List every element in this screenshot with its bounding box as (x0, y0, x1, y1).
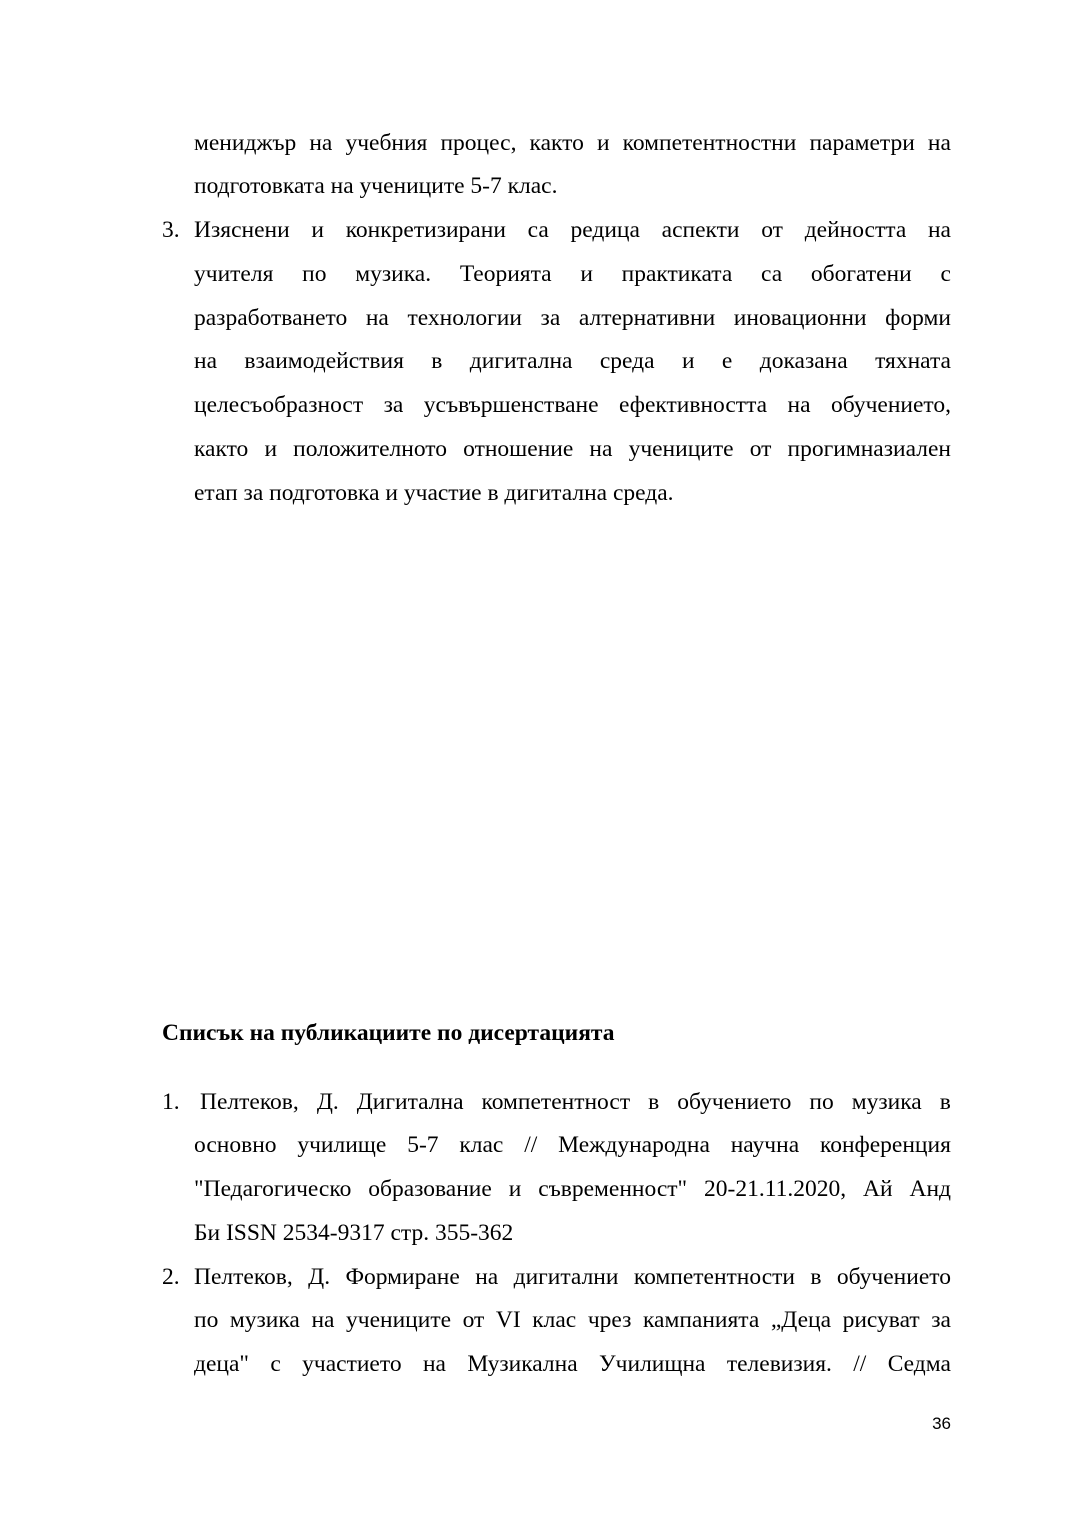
word: и (681, 348, 695, 374)
word: положителното (293, 436, 448, 462)
page-number: 36 (932, 1414, 951, 1433)
word: // (853, 1351, 867, 1377)
word: процес, (440, 130, 517, 156)
word: научна (730, 1132, 800, 1158)
word: учебния (345, 130, 428, 156)
word: в (648, 1089, 660, 1115)
word: образование (368, 1176, 492, 1202)
word: учителя (194, 261, 274, 287)
word: параметри (809, 130, 915, 156)
conclusion-3-line-6 (194, 434, 951, 464)
word: учениците (628, 436, 734, 462)
publication-1-line-2 (194, 1130, 951, 1160)
conclusion-3-line-7: етап за подготовка и участие в дигитална среда. (194, 480, 674, 506)
word: за (383, 392, 404, 418)
word: алтернативни (578, 305, 716, 331)
word: конкретизирани (345, 217, 506, 243)
word: на (589, 436, 613, 462)
word: основно (194, 1132, 277, 1158)
word: Училищна (599, 1351, 706, 1377)
word: музика (229, 1307, 300, 1333)
word: форми (885, 305, 951, 331)
publication-1-line-4: Би ISSN 2534-9317 стр. 355-362 (194, 1220, 514, 1246)
word: по (809, 1089, 834, 1115)
conclusion-3-line-5 (194, 390, 951, 420)
word: компетентности (633, 1264, 795, 1290)
publications-heading: Списък на публикациите по дисертацията (162, 1020, 615, 1046)
word: по (302, 261, 327, 287)
word: Теорията (459, 261, 552, 287)
word: Анд (909, 1176, 951, 1202)
word: учениците (346, 1307, 452, 1333)
word: по (194, 1307, 219, 1333)
word: усъвършенстване (423, 392, 599, 418)
word: разработването (194, 305, 348, 331)
conclusion-3-line-4 (194, 346, 951, 376)
word: музика. (355, 261, 432, 287)
word: на (365, 305, 389, 331)
word: училище (297, 1132, 387, 1158)
word: деца" (194, 1351, 249, 1377)
word: Д. (316, 1089, 339, 1115)
word: редица (570, 217, 640, 243)
word: практиката (621, 261, 733, 287)
publication-1-line-3 (194, 1174, 951, 1204)
word: "Педагогическо (194, 1176, 352, 1202)
word: обогатени (810, 261, 912, 287)
word: за (931, 1307, 951, 1333)
word: тяхната (875, 348, 951, 374)
publication-1-number: 1. (162, 1089, 180, 1115)
publication-2-line-3 (194, 1349, 951, 1379)
word: както (529, 130, 584, 156)
word: среда (599, 348, 655, 374)
word: Д. (308, 1264, 331, 1290)
word: на (422, 1351, 446, 1377)
word: клас (532, 1307, 577, 1333)
word: Дигитална (356, 1089, 464, 1115)
word: клас (459, 1132, 504, 1158)
word: аспекти (661, 217, 740, 243)
word: Изяснени (194, 217, 290, 243)
word: мениджър (194, 130, 297, 156)
word: прогимназиален (787, 436, 951, 462)
word: Формиране (345, 1264, 460, 1290)
word: Ай (863, 1176, 893, 1202)
word: на (475, 1264, 499, 1290)
word: музика (851, 1089, 922, 1115)
conclusion-3-line-2 (194, 259, 951, 289)
publication-1-line-1 (200, 1087, 951, 1117)
word: с (270, 1351, 281, 1377)
word: компетентност (481, 1089, 631, 1115)
word: на (194, 348, 218, 374)
word: от (462, 1307, 485, 1333)
word: технологии (407, 305, 522, 331)
conclusion-3-line-3 (194, 303, 951, 333)
word: обучението (677, 1089, 792, 1115)
word: както (194, 436, 249, 462)
word: с (940, 261, 951, 287)
word: и (508, 1176, 522, 1202)
word: Музикална (467, 1351, 578, 1377)
word: са (527, 217, 549, 243)
word: телевизия. (726, 1351, 832, 1377)
word: отношение (463, 436, 574, 462)
word: и (596, 130, 610, 156)
word: от (749, 436, 772, 462)
word: VI (495, 1307, 521, 1333)
word: участието (302, 1351, 402, 1377)
word: Международна (558, 1132, 710, 1158)
word: в (431, 348, 443, 374)
word: // (524, 1132, 538, 1158)
word: компетентностни (622, 130, 797, 156)
word: обучението, (831, 392, 951, 418)
word: е (721, 348, 733, 374)
word: на (787, 392, 811, 418)
word: иновационни (733, 305, 867, 331)
conclusion-3-line-1 (194, 215, 951, 245)
word: в (939, 1089, 951, 1115)
word: взаимодействия (244, 348, 404, 374)
word: на (311, 1307, 335, 1333)
word: Пелтеков, (200, 1089, 299, 1115)
conclusion-3-number: 3. (162, 217, 180, 243)
word: и (264, 436, 278, 462)
word: кампанията (642, 1307, 760, 1333)
word: Пелтеков, (194, 1264, 293, 1290)
word: и (311, 217, 324, 243)
word: на (927, 217, 951, 243)
word: конференция (819, 1132, 951, 1158)
publication-2-number: 2. (162, 1264, 180, 1290)
word: рисуват (842, 1307, 920, 1333)
publication-2-line-1 (194, 1262, 951, 1292)
intro-line-2: подготовката на учениците 5-7 клас. (194, 173, 558, 199)
word: са (761, 261, 783, 287)
word: и (580, 261, 593, 287)
intro-line-1 (194, 128, 951, 158)
word: ефективността (619, 392, 768, 418)
word: 20-21.11.2020, (704, 1176, 847, 1202)
word: за (540, 305, 561, 331)
word: в (810, 1264, 822, 1290)
publication-2-line-2 (194, 1305, 951, 1335)
word: на (309, 130, 333, 156)
word: от (761, 217, 783, 243)
word: на (927, 130, 951, 156)
word: доказана (759, 348, 848, 374)
word: дигитална (469, 348, 573, 374)
word: 5-7 (407, 1132, 439, 1158)
word: дигитални (513, 1264, 619, 1290)
word: съвременност" (538, 1176, 688, 1202)
word: Седма (887, 1351, 951, 1377)
word: чрез (587, 1307, 632, 1333)
word: обучението (836, 1264, 951, 1290)
word: дейността (804, 217, 907, 243)
word: „Деца (770, 1307, 832, 1333)
word: целесъобразност (194, 392, 364, 418)
